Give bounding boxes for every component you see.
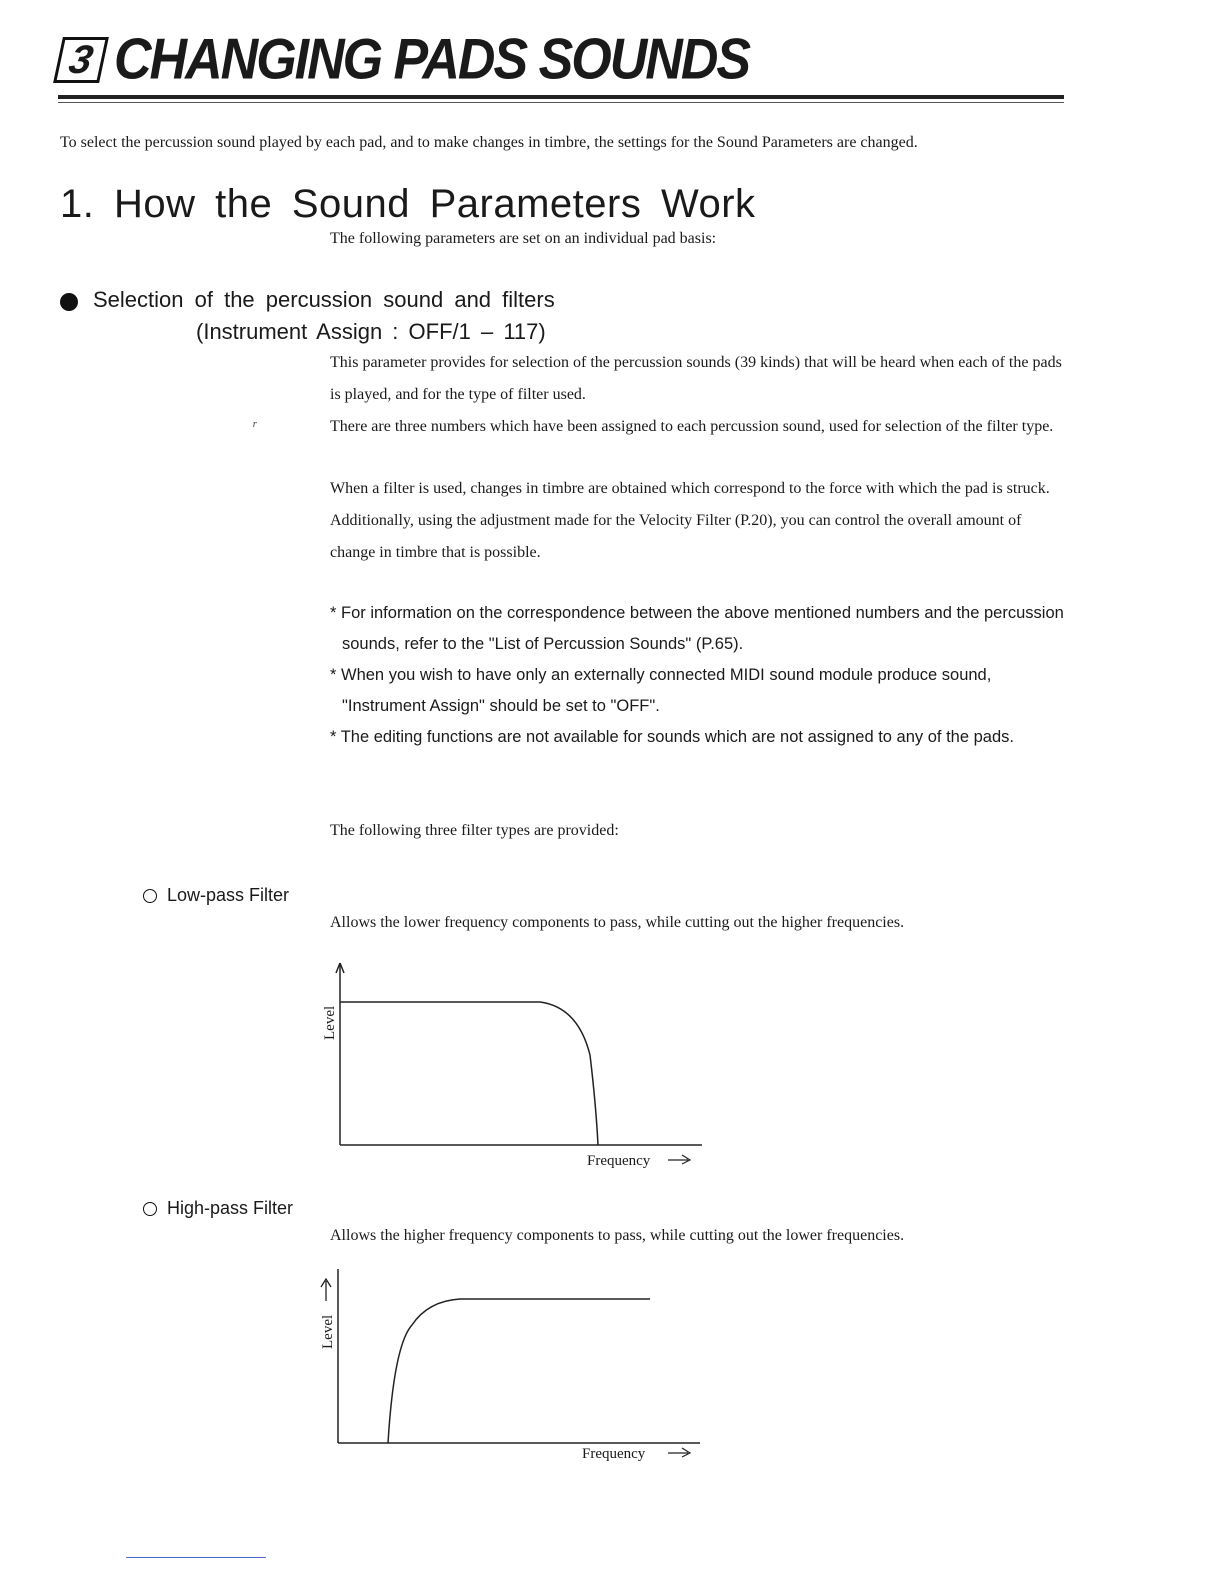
lowpass-curve — [340, 1002, 598, 1145]
note-item: * When you wish to have only an externally connected MIDI sound module produce sound, "Instrument Assign" should be set to "OFF". — [330, 666, 992, 715]
x-axis-label: Frequency — [587, 1153, 651, 1169]
page-header — [58, 30, 749, 90]
highpass-curve — [388, 1299, 650, 1443]
header-rule-thin — [58, 102, 1064, 103]
header-rule — [58, 95, 1064, 99]
paragraph: This parameter provides for selection of the percussion sounds (39 kinds) that will be heard when each of the pads is played, and for the type of filter used. — [330, 354, 1062, 403]
filter-name: Low-pass Filter — [167, 885, 290, 905]
note-item: * The editing functions are not available for sounds which are not assigned to any of the pads. — [330, 728, 1014, 746]
notes-list — [330, 598, 1068, 753]
subsection-heading-param: (Instrument Assign : OFF/1 – 117) — [196, 319, 546, 344]
margin-mark-icon: ʳ — [252, 416, 256, 436]
highpass-filter-graph — [310, 1265, 710, 1475]
circle-icon — [143, 1202, 157, 1216]
filter-description: Allows the lower frequency components to pass, while cutting out the higher frequencies. — [330, 914, 905, 931]
arrow-right-icon — [668, 1448, 690, 1457]
section-subtitle: The following parameters are set on an individual pad basis: — [330, 230, 717, 247]
paragraph: When a filter is used, changes in timbre are obtained which correspond to the force with which the pad is struck. Additionally, using the adjustment made for the Velocity Filter (P.20), you can control the overall amount of change in timbre that is possible. — [330, 480, 1050, 561]
bullet-icon — [60, 293, 78, 311]
filter-description: Allows the higher frequency components to pass, while cutting out the lower frequencies. — [330, 1227, 905, 1244]
note-item: * For information on the correspondence between the above mentioned numbers and the percussion sounds, refer to the "List of Percussion Sounds" (P.65). — [330, 604, 1064, 653]
y-axis-label: Level — [320, 1314, 336, 1349]
section-number-badge: 3 — [53, 37, 109, 83]
page-title: CHANGING PADS SOUNDS — [114, 28, 750, 92]
footer-rule — [126, 1557, 266, 1558]
filter-name: High-pass Filter — [167, 1198, 294, 1218]
circle-icon — [143, 889, 157, 903]
filter-label-highpass — [143, 1198, 293, 1219]
intro-text: To select the percussion sound played by each pad, and to make changes in timbre, the settings for the Sound Parameters are changed. — [60, 134, 918, 151]
section-title: 1. How the Sound Parameters Work — [60, 182, 756, 226]
subsection-heading: Selection of the percussion sound and filters — [93, 287, 555, 312]
filter-intro: The following three filter types are provided: — [330, 822, 619, 839]
y-axis-label: Level — [322, 1005, 338, 1040]
filter-label-lowpass — [143, 885, 289, 906]
arrow-right-icon — [668, 1155, 690, 1164]
lowpass-filter-graph — [310, 955, 710, 1175]
arrow-up-icon — [321, 1279, 331, 1301]
paragraph: There are three numbers which have been assigned to each percussion sound, used for selection of the filter type. — [330, 418, 1054, 435]
x-axis-label: Frequency — [582, 1446, 646, 1462]
